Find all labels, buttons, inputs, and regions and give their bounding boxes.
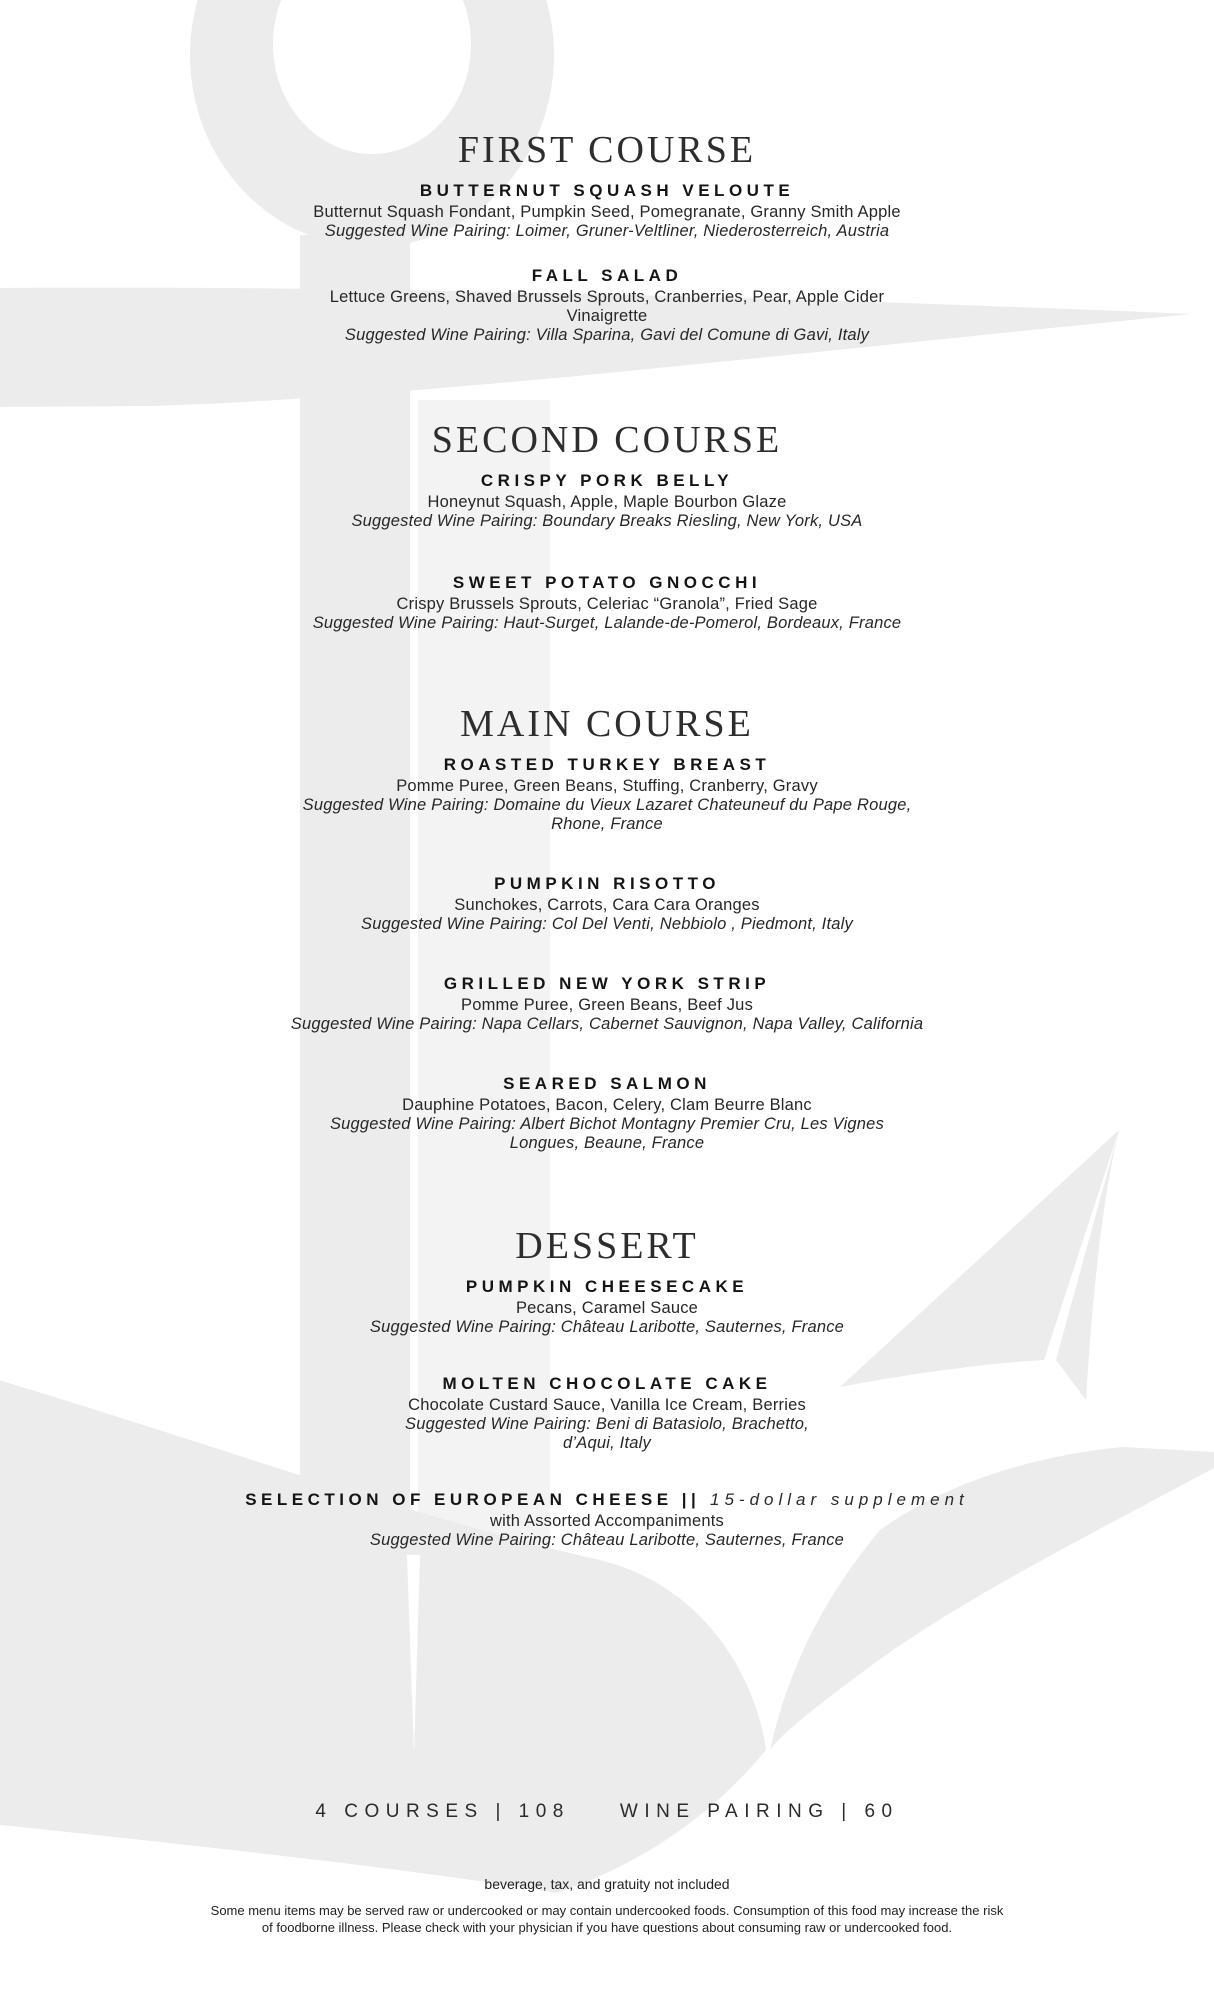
menu-item-name: FALL SALAD bbox=[531, 266, 683, 285]
disclaimer-line: Some menu items may be served raw or undercooked or may contain undercooked foods. Consumption of this food may increase the risk bbox=[210, 1903, 1004, 1918]
item-description: Sunchokes, Carrots, Cara Cara Oranges bbox=[454, 896, 760, 914]
course-title: FIRST COURSE bbox=[457, 129, 757, 171]
item-description: Butternut Squash Fondant, Pumpkin Seed, Pomegranate, Granny Smith Apple bbox=[313, 203, 901, 221]
menu-item-name: GRILLED NEW YORK STRIP bbox=[443, 974, 771, 993]
item-description: with Assorted Accompaniments bbox=[490, 1512, 724, 1530]
wine-pairing: Suggested Wine Pairing: Haut-Surget, Lalande-de-Pomerol, Bordeaux, France bbox=[312, 614, 902, 632]
item-description: Dauphine Potatoes, Bacon, Celery, Clam Beurre Blanc bbox=[402, 1096, 812, 1114]
courses-price: 4 COURSES | 108 bbox=[315, 1801, 570, 1822]
course-title: MAIN COURSE bbox=[460, 703, 754, 745]
wine-pairing: d’Aqui, Italy bbox=[563, 1434, 651, 1452]
wine-pairing: Longues, Beaune, France bbox=[509, 1134, 705, 1152]
supplement-note: 15-dollar supplement bbox=[700, 1490, 969, 1509]
menu-item-name: CRISPY PORK BELLY bbox=[480, 471, 734, 490]
menu-item-name: SELECTION OF EUROPEAN CHEESE || 15-dollar supplement bbox=[245, 1490, 969, 1509]
course-section bbox=[0, 130, 1214, 345]
wine-pairing: Suggested Wine Pairing: Château Laribotte, Sauternes, France bbox=[369, 1531, 845, 1549]
menu-item bbox=[0, 179, 1214, 241]
menu-item-name: ROASTED TURKEY BREAST bbox=[443, 755, 771, 774]
menu-item-name: BUTTERNUT SQUASH VELOUTE bbox=[419, 181, 795, 200]
menu-item bbox=[0, 1372, 1214, 1453]
menu-item bbox=[0, 264, 1214, 345]
menu-item bbox=[0, 753, 1214, 834]
wine-pairing: Suggested Wine Pairing: Beni di Batasiolo, Brachetto, bbox=[405, 1415, 809, 1433]
wine-pairing-price: WINE PAIRING | 60 bbox=[619, 1801, 899, 1822]
wine-pairing: Suggested Wine Pairing: Château Laribotte, Sauternes, France bbox=[369, 1318, 845, 1336]
wine-pairing: Rhone, France bbox=[551, 815, 663, 833]
wine-pairing: Suggested Wine Pairing: Loimer, Gruner-Veltliner, Niederosterreich, Austria bbox=[324, 222, 890, 240]
item-description: Pomme Puree, Green Beans, Beef Jus bbox=[460, 996, 754, 1014]
course-title: DESSERT bbox=[515, 1225, 699, 1267]
menu-item bbox=[0, 1072, 1214, 1153]
menu-item bbox=[0, 1275, 1214, 1337]
course-section bbox=[0, 420, 1214, 633]
menu-item bbox=[0, 469, 1214, 531]
item-description: Chocolate Custard Sauce, Vanilla Ice Cream, Berries bbox=[408, 1396, 806, 1414]
menu-item bbox=[0, 972, 1214, 1034]
disclaimer bbox=[0, 1903, 1214, 1936]
item-description: Vinaigrette bbox=[566, 307, 648, 325]
menu-item bbox=[0, 872, 1214, 934]
item-description: Lettuce Greens, Shaved Brussels Sprouts, Cranberries, Pear, Apple Cider bbox=[329, 288, 885, 306]
wine-pairing: Suggested Wine Pairing: Villa Sparina, Gavi del Comune di Gavi, Italy bbox=[344, 326, 870, 344]
wine-pairing: Suggested Wine Pairing: Boundary Breaks Riesling, New York, USA bbox=[351, 512, 863, 530]
wine-pairing: Suggested Wine Pairing: Albert Bichot Montagny Premier Cru, Les Vignes bbox=[329, 1115, 885, 1133]
menu-item-name: SWEET POTATO GNOCCHI bbox=[452, 573, 762, 592]
pricing-line bbox=[0, 1799, 1214, 1825]
menu-item bbox=[0, 571, 1214, 633]
menu-item-name: MOLTEN CHOCOLATE CAKE bbox=[442, 1374, 772, 1393]
wine-pairing: Suggested Wine Pairing: Domaine du Vieux Lazaret Chateuneuf du Pape Rouge, bbox=[302, 796, 912, 814]
disclaimer-line: of foodborne illness. Please check with your physician if you have questions about consuming raw or undercooked food. bbox=[261, 1919, 953, 1935]
menu-item-name: PUMPKIN RISOTTO bbox=[494, 874, 720, 893]
item-description: Pomme Puree, Green Beans, Stuffing, Cranberry, Gravy bbox=[396, 777, 818, 795]
menu-item-name: SEARED SALMON bbox=[503, 1074, 711, 1093]
menu-item-name: PUMPKIN CHEESECAKE bbox=[465, 1277, 749, 1296]
course-section bbox=[0, 704, 1214, 1153]
menu-item bbox=[0, 1488, 1214, 1550]
course-section bbox=[0, 1226, 1214, 1550]
beverage-note: beverage, tax, and gratuity not included bbox=[484, 1876, 730, 1892]
item-description: Pecans, Caramel Sauce bbox=[515, 1299, 699, 1317]
course-title: SECOND COURSE bbox=[431, 419, 783, 461]
wine-pairing: Suggested Wine Pairing: Napa Cellars, Cabernet Sauvignon, Napa Valley, California bbox=[290, 1015, 924, 1033]
item-description: Crispy Brussels Sprouts, Celeriac “Granola”, Fried Sage bbox=[396, 595, 818, 613]
wine-pairing: Suggested Wine Pairing: Col Del Venti, Nebbiolo , Piedmont, Italy bbox=[361, 915, 853, 933]
item-description: Honeynut Squash, Apple, Maple Bourbon Glaze bbox=[427, 493, 787, 511]
